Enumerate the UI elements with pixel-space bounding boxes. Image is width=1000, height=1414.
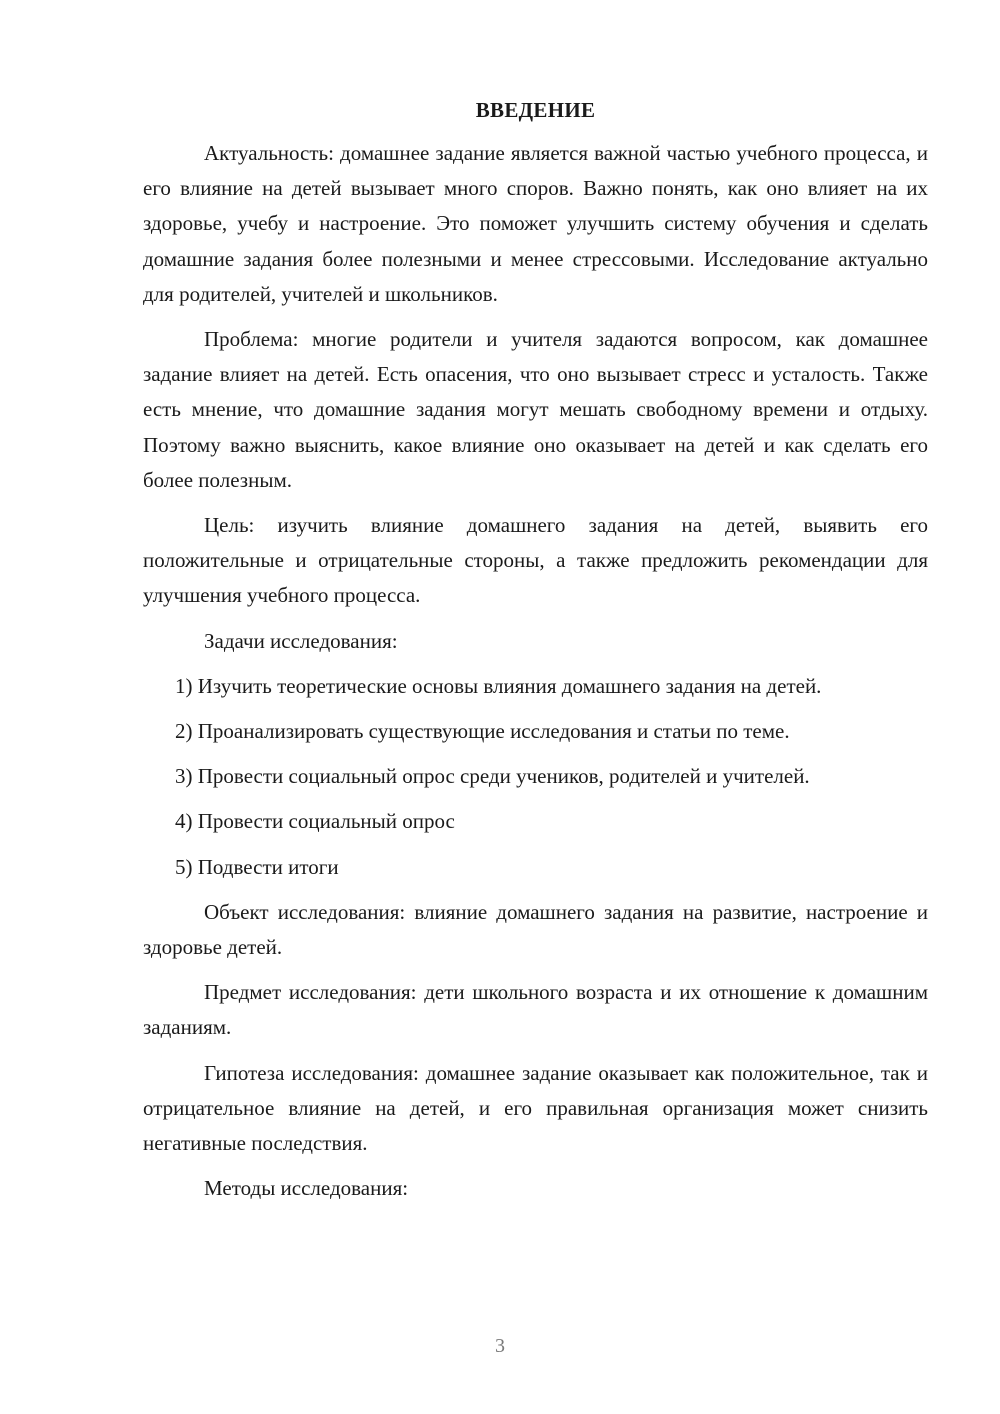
paragraph-methods: Методы исследования: [204, 1176, 409, 1201]
paragraph-goal: Цель: изучить влияние домашнего задания на детей, выявить его положительные и отрицательные стороны, а также предложить рекомендации для улучшения учебного процесса. [143, 513, 928, 608]
paragraph-relevance: Актуальность: домашнее задание является важной частью учебного процесса, и его влияние на детей вызывает много споров. Важно понять, как оно влияет на их здоровье, учебу и настроение. Это поможет улучшить систему обучения и сделать домашние задания более полезными и менее стрессовыми. Исследование актуально для родителей, учителей и школьников. [143, 141, 928, 306]
page-number: 3 [495, 1335, 505, 1357]
task-item: 2) Проанализировать существующие исследования и статьи по теме. [175, 719, 790, 744]
paragraph-tasks-intro: Задачи исследования: [204, 628, 398, 653]
paragraph-subject: Предмет исследования: дети школьного возраста и их отношение к домашним заданиям. [143, 980, 928, 1040]
paragraph-object: Объект исследования: влияние домашнего задания на развитие, настроение и здоровье детей. [143, 899, 928, 960]
task-item: 3) Провести социальный опрос среди учеников, родителей и учителей. [175, 764, 810, 789]
document-page [143, 96, 928, 1216]
paragraph-hypothesis: Гипотеза исследования: домашнее задание оказывает как положительное, так и отрицательное влияние на детей, и его правильная организация может снизить негативные последствия. [143, 1060, 928, 1156]
paragraph-problem: Проблема: многие родители и учителя задаются вопросом, как домашнее задание влияет на детей. Есть опасения, что оно вызывает стресс и усталость. Также есть мнение, что домашние задания могут мешать свободному времени и отдыху. Поэтому важно выяснить, какое влияние оно оказывает на детей и как сделать его более полезным. [143, 327, 928, 492]
task-item: 1) Изучить теоретические основы влияния домашнего задания на детей. [175, 673, 822, 698]
section-heading: ВВЕДЕНИЕ [475, 98, 596, 122]
task-item: 4) Провести социальный опрос [175, 809, 455, 834]
task-item: 5) Подвести итоги [175, 854, 339, 879]
